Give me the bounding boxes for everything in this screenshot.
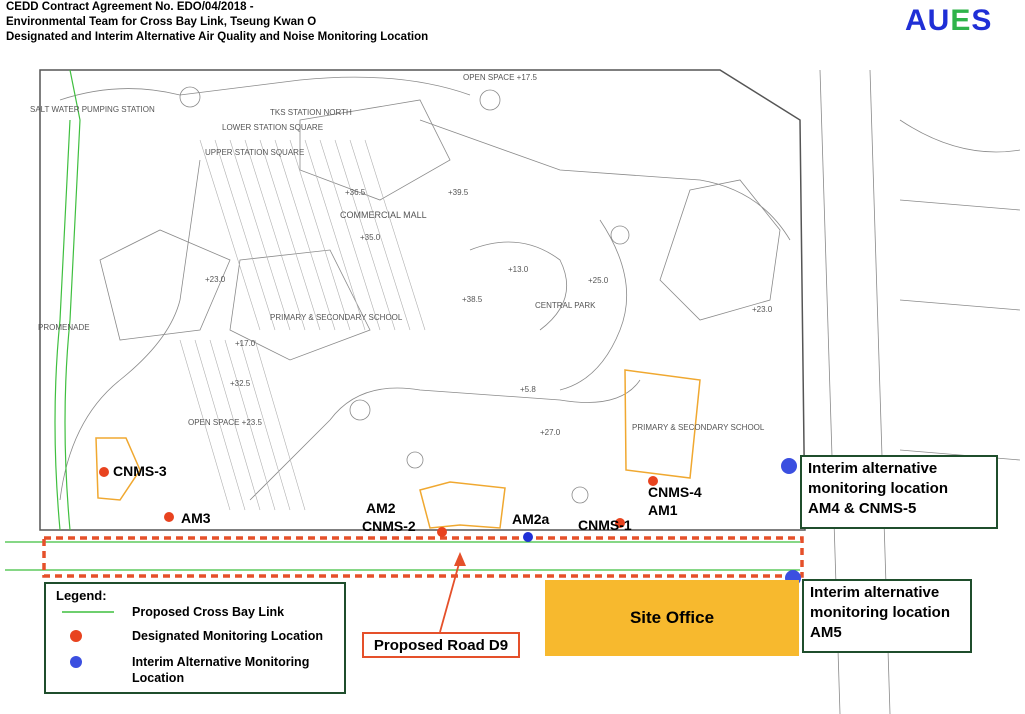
header-line-title: Designated and Interim Alternative Air Quality and Noise Monitoring Location: [6, 31, 429, 43]
interim-box2-line1: Interim alternative: [810, 584, 940, 601]
label-upper-station-square: UPPER STATION SQUARE: [205, 148, 305, 157]
label-open-space-2: OPEN SPACE +23.5: [188, 418, 262, 427]
green-line-icon: [56, 604, 116, 620]
label-am1: AM1: [648, 502, 678, 518]
marker-cnms3: [99, 467, 109, 477]
interim-box1-line3: AM4 & CNMS-5: [808, 500, 917, 517]
label-cnms2: CNMS-2: [362, 518, 416, 534]
header-line-contract: CEDD Contract Agreement No. EDO/04/2018 -: [6, 1, 254, 13]
label-commercial-mall: COMMERCIAL MALL: [340, 210, 427, 220]
header-line-team: Environmental Team for Cross Bay Link, Tseung Kwan O: [6, 16, 317, 28]
label-open-space-1: OPEN SPACE +17.5: [463, 73, 537, 82]
label-cnms3: CNMS-3: [113, 463, 167, 479]
blue-dot-icon: [56, 654, 116, 670]
elev-label: +13.0: [508, 265, 529, 274]
elev-label: +32.5: [230, 379, 251, 388]
interim-markers: [523, 458, 801, 586]
label-am2: AM2: [366, 500, 396, 516]
interim-box1-line2: monitoring location: [808, 480, 948, 497]
label-school-2: PRIMARY & SECONDARY SCHOOL: [632, 423, 765, 432]
road-label-arrow: [440, 560, 460, 632]
label-tks-station: TKS STATION NORTH: [270, 108, 352, 117]
label-promenade: PROMENADE: [38, 323, 90, 332]
label-am3: AM3: [181, 510, 211, 526]
interim-location-box-am4-cnms5: [800, 455, 998, 529]
marker-am3: [164, 512, 174, 522]
document-header: [6, 0, 706, 45]
elev-label: +25.0: [588, 276, 609, 285]
label-cnms1: CNMS-1: [578, 517, 632, 533]
elev-label: +39.5: [448, 188, 469, 197]
elev-label: +5.8: [520, 385, 536, 394]
elev-label: +35.0: [360, 233, 381, 242]
interim-location-box-am5: [802, 579, 972, 653]
interim-box1-line1: Interim alternative: [808, 460, 938, 477]
elev-label: +17.0: [235, 339, 256, 348]
elev-label: +36.5: [345, 188, 366, 197]
proposed-road-d9-label: Proposed Road D9: [362, 632, 520, 658]
label-central-park: CENTRAL PARK: [535, 301, 596, 310]
label-am2a: AM2a: [512, 511, 550, 527]
site-office: Site Office: [545, 580, 799, 656]
red-dot-icon: [56, 628, 116, 644]
elev-label: +23.0: [752, 305, 773, 314]
elev-label: +38.5: [462, 295, 483, 304]
label-school-1: PRIMARY & SECONDARY SCHOOL: [270, 313, 403, 322]
elev-label: +23.0: [205, 275, 226, 284]
marker-am2-cnms2: [437, 527, 447, 537]
legend: Legend: Proposed Cross Bay Link Designated Monitoring Location Interim Alternative Monitoring Location: [44, 582, 346, 694]
elev-label: +27.0: [540, 428, 561, 437]
label-pumping-station: SALT WATER PUMPING STATION: [30, 105, 155, 114]
label-cnms4: CNMS-4: [648, 484, 702, 500]
aues-logo: AUES: [905, 4, 993, 37]
legend-title: Legend:: [56, 588, 107, 603]
marker-am4-cnms5: [781, 458, 797, 474]
label-lower-station-square: LOWER STATION SQUARE: [222, 123, 324, 132]
interim-box2-line2: monitoring location: [810, 604, 950, 621]
interim-box2-line3: AM5: [810, 624, 842, 641]
marker-am2a: [523, 532, 533, 542]
